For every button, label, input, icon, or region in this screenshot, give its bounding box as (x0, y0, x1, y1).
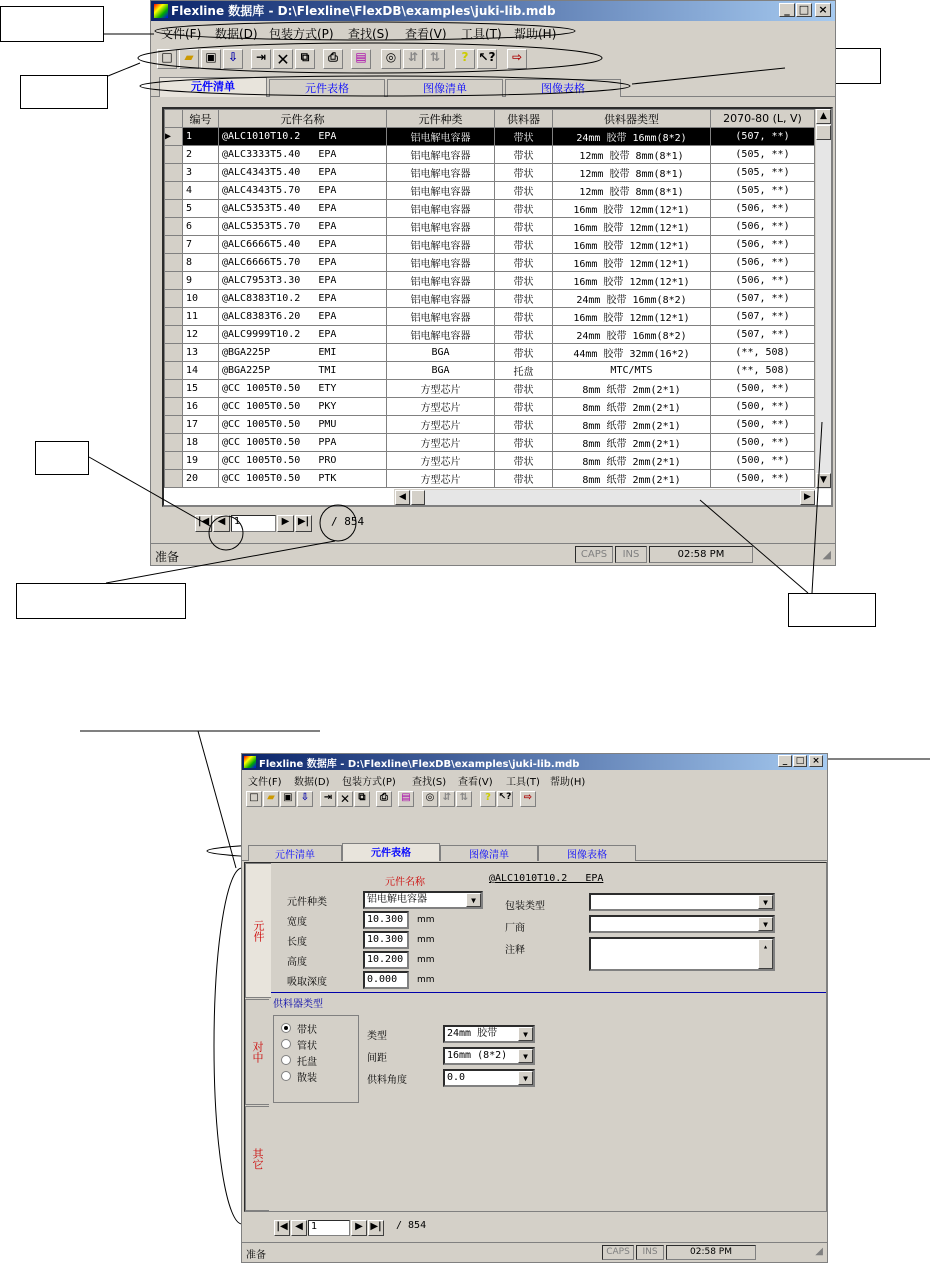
cell-number[interactable]: 11 (183, 308, 219, 326)
record-number-input[interactable]: 1 (231, 515, 276, 532)
status-text: 准备 (155, 550, 180, 564)
save-icon[interactable]: ▣ (280, 791, 296, 807)
col-part-type[interactable]: 元件种类 (387, 110, 495, 128)
arrow-vscroll (812, 422, 822, 593)
cell-feeder[interactable]: 带状 (495, 434, 553, 452)
open-icon[interactable]: ▰ (263, 791, 279, 807)
arrow-toolbar (108, 63, 140, 76)
menu-data-2[interactable]: 数据(D) (294, 777, 330, 788)
feeder-field-label: 间距 (367, 1053, 387, 1064)
cell-part-name[interactable]: @ALC9999T10.2 EPA (219, 326, 387, 344)
cell-feeder[interactable]: 带状 (495, 326, 553, 344)
copy-icon[interactable]: ⧉ (295, 49, 315, 69)
cell-feeder-type[interactable]: 16mm 胶带 12mm(12*1) (553, 254, 711, 272)
title-bar-2[interactable] (242, 754, 827, 770)
status-text-2: 准备 (246, 1250, 266, 1261)
feeder-field-value: 16mm (8*2) (447, 1050, 508, 1061)
cell-feeder[interactable]: 带状 (495, 344, 553, 362)
col-part-name[interactable]: 元件名称 (219, 110, 387, 128)
cell-part-name[interactable]: @ALC7953T3.30 EPA (219, 272, 387, 290)
cell-2070-80[interactable]: (507, **) (711, 326, 815, 344)
cell-feeder[interactable]: 带状 (495, 416, 553, 434)
cell-part-name[interactable]: @CC 1005T0.50 PRO (219, 452, 387, 470)
field-label: 宽度 (287, 917, 307, 928)
cell-part-name[interactable]: @CC 1005T0.50 PTK (219, 470, 387, 488)
cell-part-type[interactable]: 铝电解电容器 (387, 236, 495, 254)
cell-number[interactable]: 3 (183, 164, 219, 182)
chevron-down-icon[interactable]: ▼ (466, 893, 481, 907)
cell-number[interactable]: 5 (183, 200, 219, 218)
exit-icon[interactable]: ⇨ (507, 49, 527, 69)
cell-number[interactable]: 19 (183, 452, 219, 470)
delete-icon[interactable]: ✕ (273, 49, 293, 69)
record-number-input-2[interactable]: 1 (308, 1220, 350, 1236)
cell-part-type[interactable]: 铝电解电容器 (387, 254, 495, 272)
delete-icon[interactable]: ✕ (337, 791, 353, 807)
cell-part-type[interactable]: 铝电解电容器 (387, 182, 495, 200)
feeder-group-label: 供料器类型 (273, 999, 323, 1010)
status-bar-2 (242, 1242, 827, 1262)
cell-part-name[interactable]: @BGA225P TMI (219, 362, 387, 380)
menu-packaging[interactable]: 包装方式(P) (269, 27, 334, 41)
minimize-button-2[interactable]: _ (778, 755, 792, 767)
cell-number[interactable]: 20 (183, 470, 219, 488)
cell-2070-80[interactable]: (**, 508) (711, 362, 815, 380)
form-panel (244, 862, 827, 1212)
menu-file[interactable]: 文件(F) (161, 27, 202, 41)
cell-part-type[interactable]: 方型芯片 (387, 452, 495, 470)
last-record-button-2[interactable]: ▶| (368, 1220, 384, 1236)
feeder-radio[interactable] (281, 1055, 291, 1065)
scroll-up-button[interactable]: ▲ (816, 109, 831, 124)
cell-feeder-type[interactable]: 8mm 纸带 2mm(2*1) (553, 452, 711, 470)
field-input[interactable] (363, 891, 483, 909)
toolbar-highlight (138, 43, 602, 73)
maximize-button[interactable]: □ (796, 3, 812, 17)
main-window-form (241, 753, 828, 1263)
cell-feeder-type[interactable]: 24mm 胶带 16mm(8*2) (553, 128, 711, 146)
record-total: / 854 (331, 515, 365, 528)
help-icon[interactable]: ? (480, 791, 496, 807)
record-navigator-2 (242, 1214, 827, 1240)
cell-feeder[interactable]: 带状 (495, 398, 553, 416)
cell-part-type[interactable]: BGA (387, 362, 495, 380)
cell-feeder[interactable]: 带状 (495, 308, 553, 326)
tab-strip-2 (242, 843, 827, 861)
unit-label: mm (417, 915, 435, 925)
tab-image-list[interactable]: 图像清单 (387, 79, 503, 97)
cell-2070-80[interactable]: (505, **) (711, 182, 815, 200)
scroll-down-button[interactable]: ▼ (816, 473, 831, 488)
menu-view[interactable]: 查看(V) (405, 27, 447, 41)
scroll-left-button[interactable]: ◀ (395, 490, 410, 505)
cell-number[interactable]: 18 (183, 434, 219, 452)
field-input[interactable] (363, 951, 409, 969)
tab-image-form[interactable]: 图像表格 (505, 79, 621, 97)
chevron-down-icon[interactable]: ▼ (518, 1049, 533, 1063)
tab-image-form-2[interactable]: 图像表格 (538, 845, 636, 861)
cell-part-name[interactable]: @ALC5353T5.70 EPA (219, 218, 387, 236)
cell-2070-80[interactable]: (500, **) (711, 434, 815, 452)
chevron-down-icon[interactable]: ▼ (758, 895, 773, 909)
cell-feeder-type[interactable]: 12mm 胶带 8mm(8*1) (553, 146, 711, 164)
cell-part-type[interactable]: 铝电解电容器 (387, 128, 495, 146)
print-icon[interactable]: ⎙ (323, 49, 343, 69)
cell-part-type[interactable]: 铝电解电容器 (387, 218, 495, 236)
menu-data[interactable]: 数据(D) (215, 27, 258, 41)
menu-help-2[interactable]: 帮助(H) (550, 777, 586, 788)
copy-icon[interactable]: ⧉ (354, 791, 370, 807)
right-field-input[interactable] (589, 937, 775, 971)
cell-feeder[interactable]: 带状 (495, 164, 553, 182)
cell-feeder-type[interactable]: MTC/MTS (553, 362, 711, 380)
cell-part-name[interactable]: @ALC3333T5.40 EPA (219, 146, 387, 164)
part-name-value: @ALC1010T10.2 EPA (489, 873, 604, 884)
menu-highlight (155, 22, 575, 40)
scroll-right-button[interactable]: ▶ (800, 490, 815, 505)
cell-2070-80[interactable]: (500, **) (711, 416, 815, 434)
resize-grip-icon[interactable]: ◢ (822, 548, 831, 561)
next-record-button[interactable]: ▶ (277, 515, 294, 532)
feeder-field-select[interactable] (443, 1047, 535, 1065)
find-icon[interactable]: ◎ (381, 49, 401, 69)
feeder-radio[interactable] (281, 1071, 291, 1081)
cell-feeder[interactable]: 托盘 (495, 362, 553, 380)
cell-feeder[interactable]: 带状 (495, 254, 553, 272)
maximize-button-2[interactable]: □ (793, 755, 807, 767)
cell-feeder-type[interactable]: 8mm 纸带 2mm(2*1) (553, 416, 711, 434)
cell-part-type[interactable]: 方型芯片 (387, 380, 495, 398)
cell-2070-80[interactable]: (**, 508) (711, 344, 815, 362)
feeder-radio-label: 散装 (297, 1073, 317, 1084)
cell-feeder[interactable]: 带状 (495, 290, 553, 308)
cell-feeder-type[interactable]: 16mm 胶带 12mm(12*1) (553, 200, 711, 218)
window-title: Flexline 数据库 - D:\Flexline\FlexDB\examples\juki-lib.mdb (171, 4, 556, 18)
cell-feeder[interactable]: 带状 (495, 470, 553, 488)
cell-number[interactable]: 17 (183, 416, 219, 434)
field-label: 元件种类 (287, 897, 327, 908)
next-record-button-2[interactable]: ▶ (351, 1220, 367, 1236)
record-total-2: / 854 (396, 1220, 427, 1231)
cell-part-name[interactable]: @CC 1005T0.50 ETY (219, 380, 387, 398)
cell-feeder-type[interactable]: 24mm 胶带 16mm(8*2) (553, 290, 711, 308)
chevron-down-icon[interactable]: ▴ (758, 939, 773, 969)
unit-label: mm (417, 935, 435, 945)
cell-part-type[interactable]: 铝电解电容器 (387, 326, 495, 344)
feeder-field-select[interactable] (443, 1069, 535, 1087)
tabs-highlight (140, 76, 630, 96)
app-icon-2 (244, 756, 256, 768)
cell-feeder-type[interactable]: 8mm 纸带 2mm(2*1) (553, 398, 711, 416)
field-value: 10.300 (367, 934, 404, 945)
cell-number[interactable]: 15 (183, 380, 219, 398)
cell-part-name[interactable]: @ALC6666T5.70 EPA (219, 254, 387, 272)
field-label: 吸取深度 (287, 977, 327, 988)
cell-number[interactable]: 14 (183, 362, 219, 380)
chevron-down-icon[interactable]: ▼ (518, 1027, 533, 1041)
cell-2070-80[interactable]: (505, **) (711, 146, 815, 164)
preview-icon[interactable]: ▤ (351, 49, 371, 69)
cell-part-type[interactable]: 铝电解电容器 (387, 272, 495, 290)
cell-2070-80[interactable]: (506, **) (711, 254, 815, 272)
new-icon[interactable]: □ (246, 791, 262, 807)
cell-2070-80[interactable]: (500, **) (711, 398, 815, 416)
cell-2070-80[interactable]: (500, **) (711, 470, 815, 488)
feeder-radio-label: 托盘 (297, 1057, 317, 1068)
cell-part-type[interactable]: 铝电解电容器 (387, 146, 495, 164)
col-2070-80[interactable]: 2070-80 (L, V) (711, 110, 815, 128)
cell-feeder-type[interactable]: 16mm 胶带 12mm(12*1) (553, 218, 711, 236)
unit-label: mm (417, 975, 435, 985)
export-icon[interactable]: ⇥ (251, 49, 271, 69)
cell-2070-80[interactable]: (506, **) (711, 272, 815, 290)
count-highlight (320, 505, 356, 541)
right-field-input[interactable] (589, 893, 775, 911)
help-icon[interactable]: ? (455, 49, 475, 69)
cell-feeder-type[interactable]: 24mm 胶带 16mm(8*2) (553, 326, 711, 344)
cell-feeder-type[interactable]: 8mm 纸带 2mm(2*1) (553, 434, 711, 452)
context-help-icon[interactable]: ↖? (477, 49, 497, 69)
col-number[interactable]: 编号 (183, 110, 219, 128)
feeder-field-value: 24mm 胶带 (447, 1028, 498, 1039)
field-value: 铝电解电容器 (367, 894, 427, 905)
cell-2070-80[interactable]: (506, **) (711, 200, 815, 218)
cell-part-name[interactable]: @CC 1005T0.50 PKY (219, 398, 387, 416)
field-input[interactable] (363, 931, 409, 949)
menu-tools-2[interactable]: 工具(T) (506, 777, 540, 788)
feeder-radio-label: 管状 (297, 1041, 317, 1052)
cell-part-name[interactable]: @ALC1010T10.2 EPA (219, 128, 387, 146)
caps-indicator: CAPS (575, 546, 613, 563)
close-button[interactable]: × (815, 3, 831, 17)
cell-2070-80[interactable]: (507, **) (711, 308, 815, 326)
side-tab-align[interactable]: 对中 (245, 999, 269, 1105)
feeder-radio-label: 带状 (297, 1025, 317, 1036)
side-tab-other[interactable]: 其它 (245, 1106, 269, 1211)
feeder-radio[interactable] (281, 1039, 291, 1049)
cell-feeder-type[interactable]: 16mm 胶带 12mm(12*1) (553, 308, 711, 326)
feeder-field-label: 供料角度 (367, 1075, 407, 1086)
first-record-button-2[interactable]: |◀ (274, 1220, 290, 1236)
cell-part-type[interactable]: 铝电解电容器 (387, 308, 495, 326)
cell-number[interactable]: 10 (183, 290, 219, 308)
cell-feeder-type[interactable]: 16mm 胶带 12mm(12*1) (553, 272, 711, 290)
arrow-count (106, 541, 335, 583)
menu-search[interactable]: 查找(S) (348, 27, 389, 41)
cell-part-type[interactable]: 铝电解电容器 (387, 200, 495, 218)
right-field-label: 注释 (505, 945, 525, 956)
find-icon[interactable]: ◎ (422, 791, 438, 807)
arrow-hscroll (700, 500, 808, 593)
cell-feeder[interactable]: 带状 (495, 128, 553, 146)
chevron-down-icon[interactable]: ▼ (518, 1071, 533, 1085)
cell-feeder[interactable]: 带状 (495, 182, 553, 200)
open-icon[interactable]: ▰ (179, 49, 199, 69)
cell-number[interactable]: 12 (183, 326, 219, 344)
cell-feeder[interactable]: 带状 (495, 236, 553, 254)
col-feeder[interactable]: 供料器 (495, 110, 553, 128)
tab-parts-form-2[interactable]: 元件表格 (342, 843, 440, 861)
resize-grip-icon-2[interactable]: ◢ (815, 1246, 823, 1257)
row-indicator[interactable]: ▶ (165, 128, 183, 146)
cell-number[interactable]: 8 (183, 254, 219, 272)
cell-feeder[interactable]: 带状 (495, 380, 553, 398)
export-icon[interactable]: ⇥ (320, 791, 336, 807)
feeder-field-value: 0.0 (447, 1072, 466, 1083)
feeder-radio[interactable] (281, 1023, 291, 1033)
cell-2070-80[interactable]: (506, **) (711, 218, 815, 236)
field-value: 0.000 (367, 974, 398, 985)
cell-part-name[interactable]: @ALC4343T5.40 EPA (219, 164, 387, 182)
context-help-icon[interactable]: ↖? (497, 791, 513, 807)
field-input[interactable] (363, 911, 409, 929)
tab-parts-list-2[interactable]: 元件清单 (248, 845, 342, 861)
cell-part-type[interactable]: 方型芯片 (387, 416, 495, 434)
right-field-label: 厂商 (505, 923, 525, 934)
sort-icon[interactable]: ⇅ (425, 49, 445, 69)
cell-2070-80[interactable]: (506, **) (711, 236, 815, 254)
cell-number[interactable]: 2 (183, 146, 219, 164)
ins-indicator-2: INS (636, 1245, 664, 1260)
right-field-input[interactable] (589, 915, 775, 933)
filter-icon[interactable]: ⇵ (403, 49, 423, 69)
tab-image-list-2[interactable]: 图像清单 (440, 845, 538, 861)
field-value: 10.300 (367, 914, 404, 925)
cell-feeder-type[interactable]: 12mm 胶带 8mm(8*1) (553, 182, 711, 200)
field-value: 10.200 (367, 954, 404, 965)
prev-record-button-2[interactable]: ◀ (291, 1220, 307, 1236)
cell-2070-80[interactable]: (505, **) (711, 164, 815, 182)
import-icon[interactable]: ⇩ (223, 49, 243, 69)
cell-part-name[interactable]: @CC 1005T0.50 PPA (219, 434, 387, 452)
first-record-button[interactable]: |◀ (195, 515, 212, 532)
tab-parts-form[interactable]: 元件表格 (269, 79, 385, 97)
unit-label: mm (417, 955, 435, 965)
sort-icon[interactable]: ⇅ (456, 791, 472, 807)
preview-icon[interactable]: ▤ (398, 791, 414, 807)
arrow-tabs (632, 68, 785, 84)
cell-feeder-type[interactable]: 8mm 纸带 2mm(2*1) (553, 380, 711, 398)
arrow-nav (89, 457, 210, 526)
cell-2070-80[interactable]: (507, **) (711, 290, 815, 308)
menu-view-2[interactable]: 查看(V) (458, 777, 493, 788)
print-icon[interactable]: ⎙ (376, 791, 392, 807)
menu-tools[interactable]: 工具(T) (461, 27, 502, 41)
col-feeder-type[interactable]: 供料器类型 (553, 110, 711, 128)
cell-part-type[interactable]: 方型芯片 (387, 470, 495, 488)
tab-parts-list[interactable]: 元件清单 (159, 77, 267, 97)
cell-feeder-type[interactable]: 44mm 胶带 32mm(16*2) (553, 344, 711, 362)
cell-part-type[interactable]: 铝电解电容器 (387, 164, 495, 182)
separator (271, 992, 826, 993)
side-tab-part[interactable]: 元件 (245, 863, 271, 998)
caps-indicator-2: CAPS (602, 1245, 634, 1260)
cell-part-name[interactable]: @CC 1005T0.50 PMU (219, 416, 387, 434)
nav-highlight (209, 516, 243, 550)
menu-bar-2 (242, 772, 827, 788)
last-record-button[interactable]: ▶| (295, 515, 312, 532)
cell-number[interactable]: 4 (183, 182, 219, 200)
cell-feeder-type[interactable]: 12mm 胶带 8mm(8*1) (553, 164, 711, 182)
cell-part-name[interactable]: @ALC6666T5.40 EPA (219, 236, 387, 254)
cell-part-type[interactable]: 铝电解电容器 (387, 290, 495, 308)
cell-part-type[interactable]: 方型芯片 (387, 434, 495, 452)
feeder-field-label: 类型 (367, 1031, 387, 1042)
cell-feeder[interactable]: 带状 (495, 452, 553, 470)
cell-part-name[interactable]: @ALC8383T6.20 EPA (219, 308, 387, 326)
cell-part-name[interactable]: @ALC4343T5.70 EPA (219, 182, 387, 200)
menu-packaging-2[interactable]: 包装方式(P) (342, 777, 396, 788)
clock: 02:58 PM (649, 546, 753, 563)
cell-part-type[interactable]: BGA (387, 344, 495, 362)
cell-feeder-type[interactable]: 8mm 纸带 2mm(2*1) (553, 470, 711, 488)
cell-feeder[interactable]: 带状 (495, 272, 553, 290)
part-name-label: 元件名称 (385, 877, 425, 888)
cell-number[interactable]: 13 (183, 344, 219, 362)
cell-feeder-type[interactable]: 16mm 胶带 12mm(12*1) (553, 236, 711, 254)
menu-help[interactable]: 帮助(H) (514, 27, 557, 41)
cell-feeder[interactable]: 带状 (495, 218, 553, 236)
close-button-2[interactable]: × (809, 755, 823, 767)
cell-number[interactable]: 16 (183, 398, 219, 416)
window-title-2: Flexline 数据库 - D:\Flexline\FlexDB\examples\juki-lib.mdb (259, 759, 580, 770)
filter-icon[interactable]: ⇵ (439, 791, 455, 807)
import-icon[interactable]: ⇩ (297, 791, 313, 807)
field-label: 长度 (287, 937, 307, 948)
right-field-label: 包装类型 (505, 901, 545, 912)
feeder-field-select[interactable] (443, 1025, 535, 1043)
chevron-down-icon[interactable]: ▼ (758, 917, 773, 931)
cell-number[interactable]: 1 (183, 128, 219, 146)
cell-2070-80[interactable]: (500, **) (711, 380, 815, 398)
toolbar-2 (242, 790, 827, 810)
cell-2070-80[interactable]: (500, **) (711, 452, 815, 470)
new-icon[interactable]: □ (157, 49, 177, 69)
cell-number[interactable]: 6 (183, 218, 219, 236)
field-label: 高度 (287, 957, 307, 968)
cell-part-name[interactable]: @BGA225P EMI (219, 344, 387, 362)
exit-icon[interactable]: ⇨ (520, 791, 536, 807)
cell-part-name[interactable]: @ALC8383T10.2 EPA (219, 290, 387, 308)
minimize-button[interactable]: _ (779, 3, 795, 17)
cell-feeder[interactable]: 带状 (495, 200, 553, 218)
cell-part-name[interactable]: @ALC5353T5.40 EPA (219, 200, 387, 218)
cell-2070-80[interactable]: (507, **) (711, 128, 815, 146)
cell-number[interactable]: 9 (183, 272, 219, 290)
prev-record-button[interactable]: ◀ (213, 515, 230, 532)
ins-indicator: INS (615, 546, 647, 563)
arrow-sidetabs (198, 731, 236, 868)
cell-number[interactable]: 7 (183, 236, 219, 254)
field-input[interactable] (363, 971, 409, 989)
menu-search-2[interactable]: 查找(S) (412, 777, 447, 788)
save-icon[interactable]: ▣ (201, 49, 221, 69)
cell-part-type[interactable]: 方型芯片 (387, 398, 495, 416)
menu-file-2[interactable]: 文件(F) (248, 777, 282, 788)
cell-feeder[interactable]: 带状 (495, 146, 553, 164)
clock-2: 02:58 PM (666, 1245, 756, 1260)
